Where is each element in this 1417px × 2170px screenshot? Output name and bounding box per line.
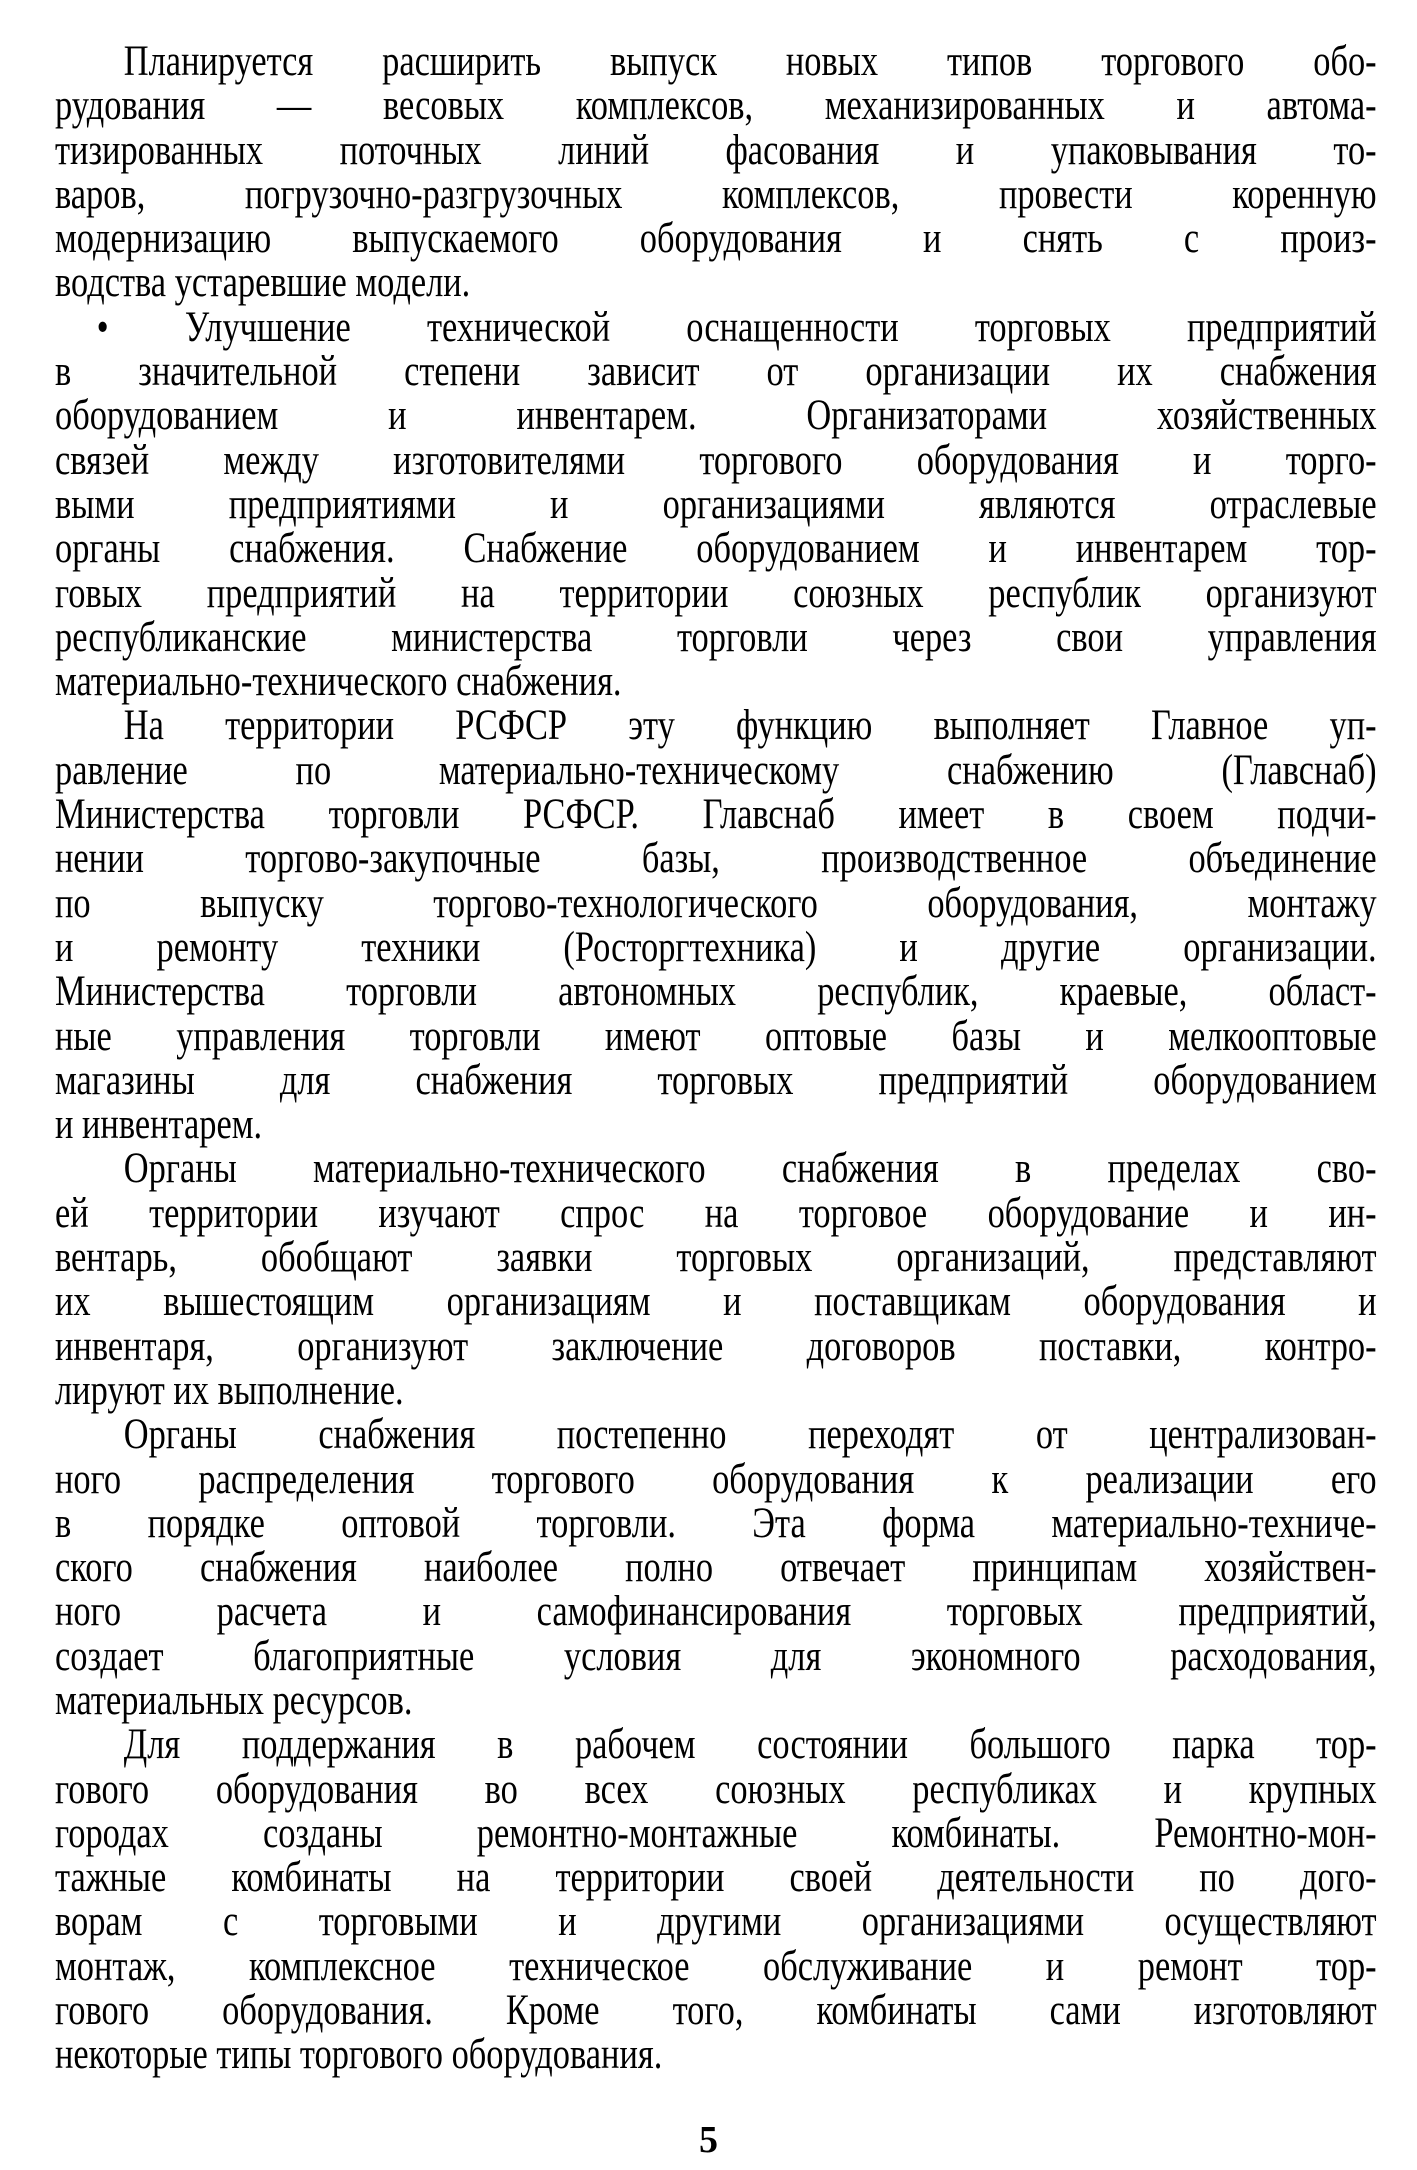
text-line: ского снабжения наиболее полно отвечает принципам хозяйствен- (55, 1544, 1377, 1592)
page-number: 5 (699, 2119, 718, 2161)
text-line: ные управления торговли имеют оптовые базы и мелкооптовые (55, 1012, 1377, 1060)
paragraph (55, 40, 1377, 306)
text-line: Министерства торговли автономных республик, краевые, област- (55, 968, 1377, 1016)
text-line: республиканские министерства торговли через свои управления (55, 613, 1377, 661)
paragraph (55, 1723, 1377, 2077)
text-line: создает благоприятные условия для экономного расходования, (55, 1632, 1377, 1680)
text-line: материальных ресурсов. (55, 1676, 413, 1724)
paragraph (55, 704, 1377, 1147)
text-line: ей территории изучают спрос на торговое оборудование и ин- (55, 1189, 1377, 1237)
page-body (55, 40, 1377, 2078)
text-line: Органы снабжения постепенно переходят от централизован- (123, 1411, 1377, 1459)
text-line: рудования — весовых комплексов, механизированных и автома- (55, 82, 1377, 130)
text-line: в значительной степени зависит от организации их снабжения (55, 348, 1377, 396)
text-line: нении торгово-закупочные базы, производственное объединение (55, 835, 1377, 883)
text-line: тизированных поточных линий фасования и упаковывания то- (55, 126, 1377, 174)
text-line: и ремонту техники (Росторгтехника) и другие организации. (55, 923, 1377, 971)
text-line: монтаж, комплексное техническое обслуживание и ремонт тор- (55, 1942, 1377, 1990)
text-line: • Улучшение технической оснащенности торговых предприятий (96, 303, 1377, 351)
text-line: Для поддержания в рабочем состоянии большого парка тор- (123, 1721, 1377, 1769)
text-line: органы снабжения. Снабжение оборудованием и инвентарем тор- (55, 525, 1377, 573)
paragraph (55, 1413, 1377, 1723)
text-line: связей между изготовителями торгового оборудования и торго- (55, 436, 1377, 484)
text-line: водства устаревшие модели. (55, 259, 471, 307)
text-line: вентарь, обобщают заявки торговых организаций, представляют (55, 1234, 1377, 1282)
text-line: инвентаря, организуют заключение договоров поставки, контро- (55, 1322, 1377, 1370)
paragraph (55, 1147, 1377, 1413)
text-line: материально-технического снабжения. (55, 658, 622, 706)
paragraph (55, 303, 1377, 706)
text-line: равление по материально-техническому снабжению (Главснаб) (55, 746, 1377, 794)
text-line: Министерства торговли РСФСР. Главснаб имеет в своем подчи- (55, 791, 1377, 839)
text-line: магазины для снабжения торговых предприятий оборудованием (55, 1056, 1377, 1104)
text-line: гового оборудования во всех союзных республиках и крупных (55, 1765, 1377, 1813)
text-line: гового оборудования. Кроме того, комбинаты сами изготовляют (55, 1987, 1377, 2035)
text-line: ного расчета и самофинансирования торговых предприятий, (55, 1588, 1377, 1636)
text-line: На территории РСФСР эту функцию выполняет Главное уп- (123, 702, 1377, 750)
text-line: выми предприятиями и организациями являются отраслевые (55, 480, 1377, 528)
text-line: тажные комбинаты на территории своей деятельности по дого- (55, 1854, 1377, 1902)
text-line: говых предприятий на территории союзных республик организуют (55, 569, 1377, 617)
text-line: лируют их выполнение. (55, 1366, 404, 1414)
text-line: модернизацию выпускаемого оборудования и снять с произ- (55, 215, 1377, 263)
text-line: ворам с торговыми и другими организациями осуществляют (55, 1898, 1377, 1946)
text-line: Органы материально-технического снабжения в пределах сво- (123, 1145, 1377, 1193)
text-line: варов, погрузочно-разгрузочных комплексов, провести коренную (55, 170, 1377, 218)
text-line: по выпуску торгово-технологического оборудования, монтажу (55, 879, 1377, 927)
text-line: городах созданы ремонтно-монтажные комбинаты. Ремонтно-мон- (55, 1809, 1377, 1857)
text-line: и инвентарем. (55, 1101, 263, 1149)
text-line: оборудованием и инвентарем. Организаторами хозяйственных (55, 392, 1377, 440)
text-line: ного распределения торгового оборудования к реализации его (55, 1455, 1377, 1503)
text-line: их вышестоящим организациям и поставщикам оборудования и (55, 1278, 1377, 1326)
text-line: Планируется расширить выпуск новых типов торгового обо- (123, 38, 1377, 85)
text-line: в порядке оптовой торговли. Эта форма материально-техниче- (55, 1499, 1377, 1547)
text-line: некоторые типы торгового оборудования. (55, 2031, 663, 2079)
